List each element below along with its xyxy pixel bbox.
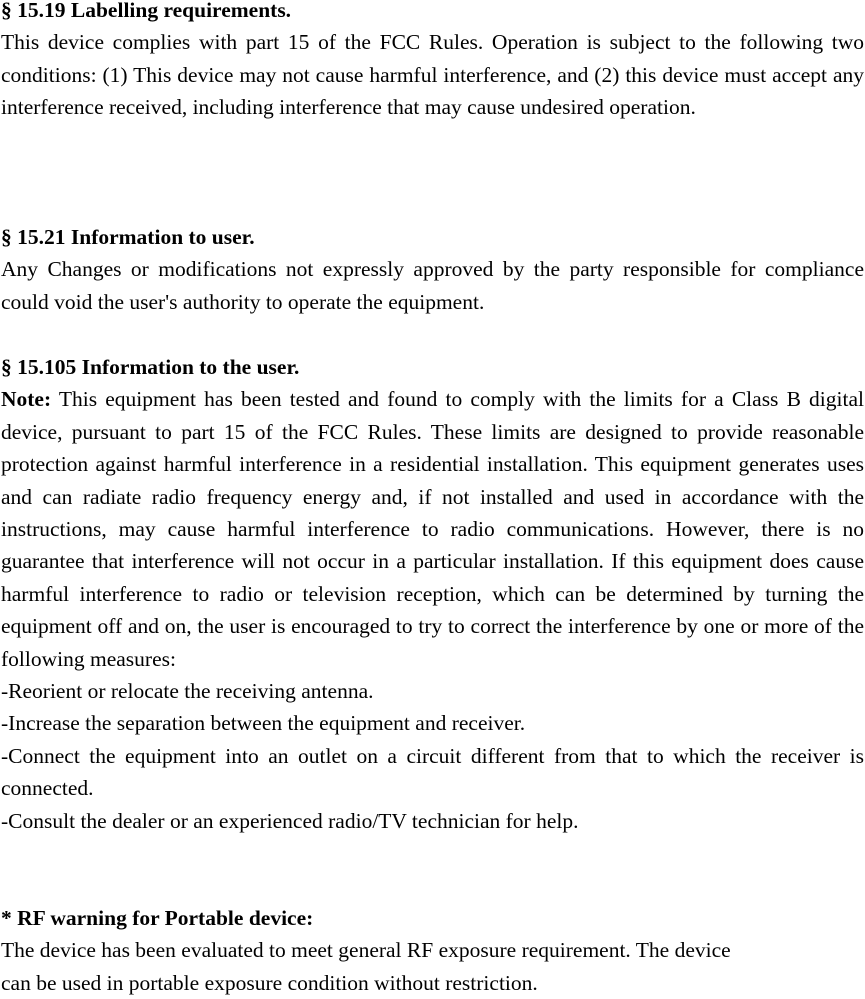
section-15-19 bbox=[1, 0, 864, 124]
section-rf-warning bbox=[1, 902, 864, 999]
section-15-105 bbox=[1, 351, 864, 837]
rf-warning-line: The device has been evaluated to meet general RF exposure requirement. The device bbox=[1, 938, 731, 963]
measure-item: -Reorient or relocate the receiving antenna. bbox=[1, 679, 374, 704]
note-body: This equipment has been tested and found to comply with the limits for a Class B digital device, pursuant to part 15 of the FCC Rules. These limits are designed to provide reasonable protection against harmful interference in a residential installation. This equipment generates uses and can radiate radio frequency energy and, if not installed and used in accordance with the instructions, may cause harmful interference to radio communications. However, there is no guarantee that interference will not occur in a particular installation. If this equipment does cause harmful interference to radio or television reception, which can be determined by turning the equipment off and on, the user is encouraged to try to correct the interference by one or more of the following measures: bbox=[1, 387, 864, 671]
section-15-21 bbox=[1, 221, 864, 318]
note-paragraph bbox=[1, 383, 864, 675]
section-heading: § 15.105 Information to the user. bbox=[1, 355, 300, 379]
measure-item: -Consult the dealer or an experienced radio/TV technician for help. bbox=[1, 808, 579, 833]
measure-item: -Increase the separation between the equipment and receiver. bbox=[1, 711, 526, 736]
section-heading: § 15.21 Information to user. bbox=[1, 225, 255, 249]
section-heading: § 15.19 Labelling requirements. bbox=[1, 0, 292, 22]
section-body: This device complies with part 15 of the FCC Rules. Operation is subject to the following two conditions: (1) This device may not cause harmful interference, and (2) this device must accept any interference received, including interference that may cause undesired operation. bbox=[1, 30, 864, 120]
rf-warning-line: can be used in portable exposure condition without restriction. bbox=[1, 970, 538, 995]
measure-item: -Connect the equipment into an outlet on a circuit different from that to which the receiver is connected. bbox=[1, 743, 864, 801]
note-label: Note: bbox=[1, 387, 52, 412]
section-heading: * RF warning for Portable device: bbox=[1, 906, 314, 930]
section-body: Any Changes or modifications not expressly approved by the party responsible for compliance could void the user's authority to operate the equipment. bbox=[1, 257, 864, 314]
